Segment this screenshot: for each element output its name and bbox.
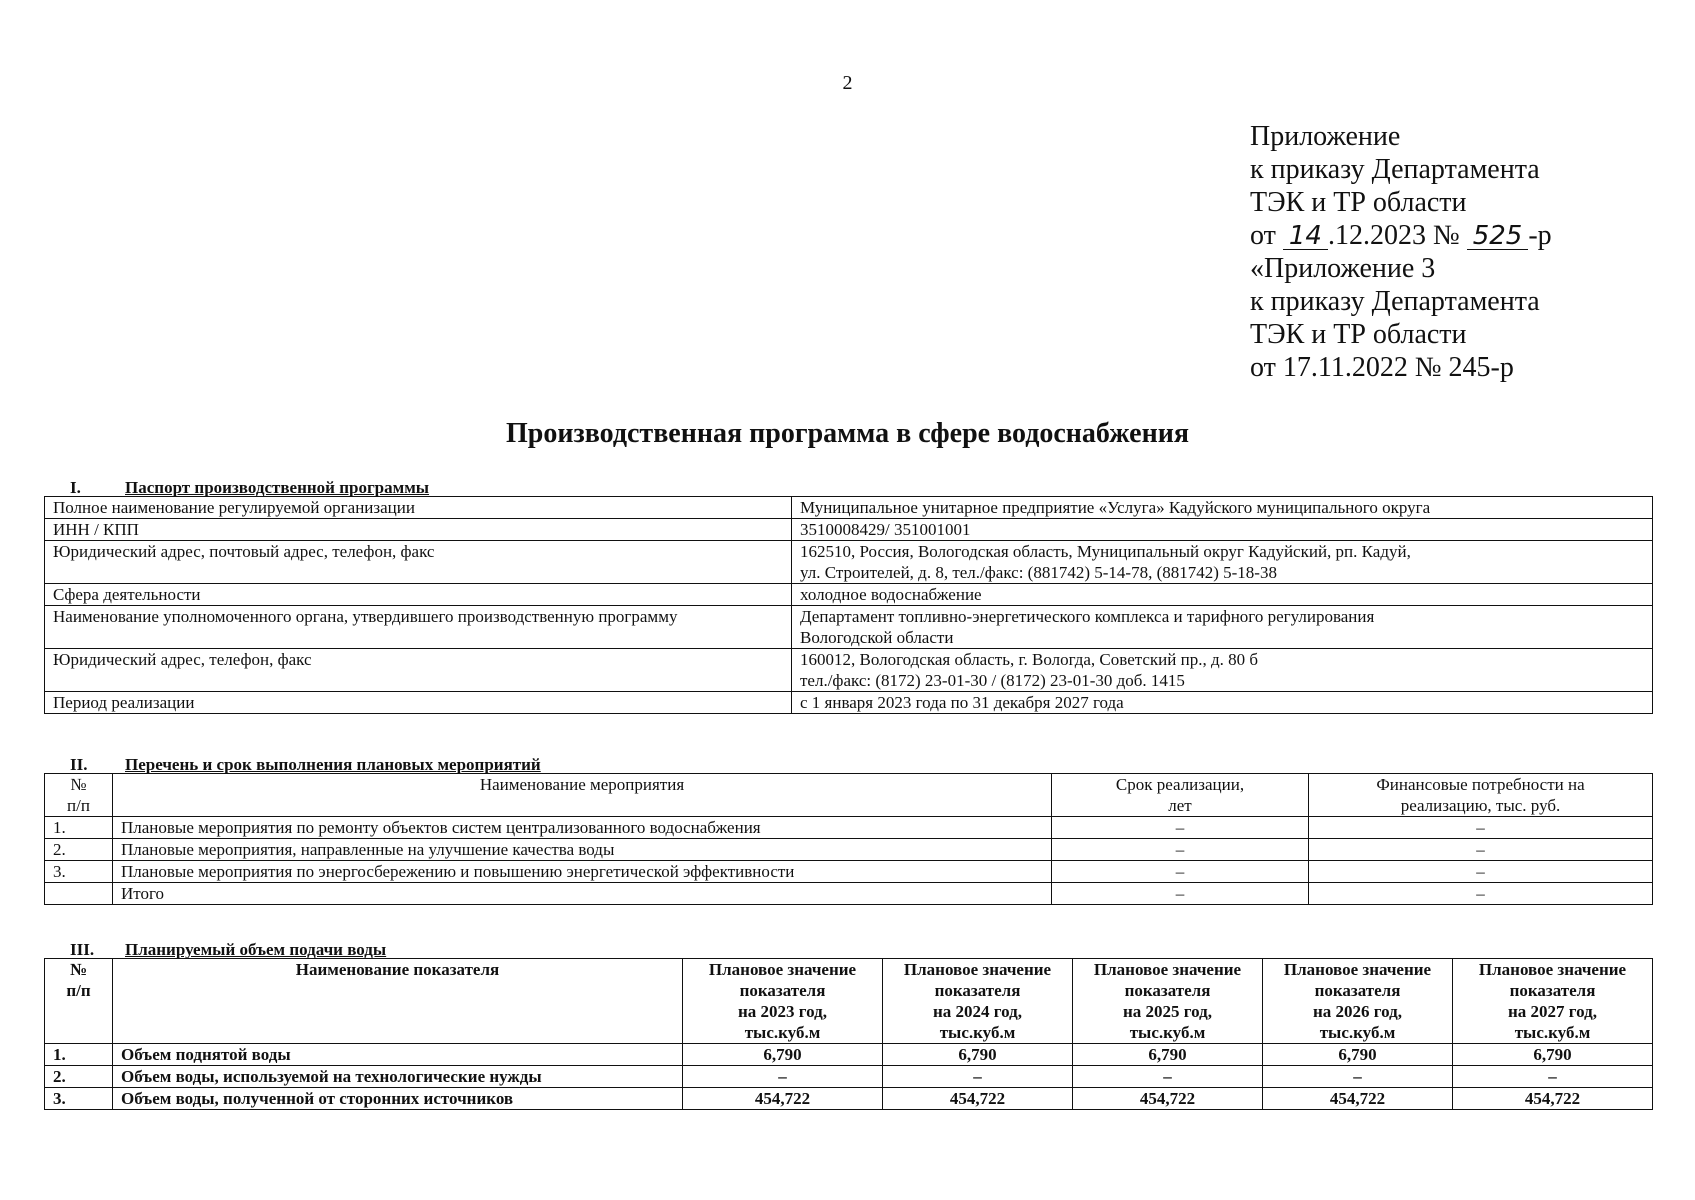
row-value: 6,790 <box>1073 1044 1263 1066</box>
header-term <box>1052 774 1309 817</box>
row-name: Плановые мероприятия по энергосбережению и повышению энергетической эффективности <box>113 861 1052 883</box>
row-finance: – <box>1309 817 1653 839</box>
header-num <box>45 774 113 817</box>
table-row <box>45 861 1653 883</box>
appendix-line: ТЭК и ТР области <box>1250 319 1467 350</box>
handwritten-number: 525 <box>1467 223 1529 250</box>
table-row <box>45 519 1653 541</box>
row-num: 3. <box>45 861 113 883</box>
row-term: – <box>1052 861 1309 883</box>
row-name: Объем воды, полученной от сторонних источников <box>113 1088 683 1110</box>
table-row <box>45 1066 1653 1088</box>
passport-value <box>792 606 1653 649</box>
row-term: – <box>1052 839 1309 861</box>
page-number: 2 <box>842 72 853 94</box>
header-num <box>45 959 113 1044</box>
row-value: 454,722 <box>1073 1088 1263 1110</box>
passport-value: с 1 января 2023 года по 31 декабря 2027 года <box>792 692 1653 714</box>
section-1-title <box>70 478 429 498</box>
section-2-title <box>70 755 541 775</box>
header-name: Наименование показателя <box>113 959 683 1044</box>
measures-table <box>44 773 1653 905</box>
passport-value: холодное водоснабжение <box>792 584 1653 606</box>
handwritten-day: 14 <box>1283 223 1328 250</box>
passport-label: Период реализации <box>45 692 792 714</box>
header-year-2024: Плановое значение показателя на 2024 год, тыс.куб.м <box>883 959 1073 1044</box>
row-name: Плановые мероприятия, направленные на улучшение качества воды <box>113 839 1052 861</box>
water-supply-table <box>44 958 1653 1110</box>
table-row <box>45 692 1653 714</box>
row-num: 1. <box>45 1044 113 1066</box>
passport-label: Юридический адрес, телефон, факс <box>45 649 792 692</box>
row-num <box>45 883 113 905</box>
row-num: 2. <box>45 1066 113 1088</box>
header-line: п/п <box>66 981 91 1000</box>
table-row <box>45 817 1653 839</box>
section-number: I. <box>70 478 81 497</box>
appendix-line: Приложение <box>1250 121 1401 152</box>
row-value: – <box>1263 1066 1453 1088</box>
section-heading: Паспорт производственной программы <box>125 478 430 497</box>
row-value: 454,722 <box>683 1088 883 1110</box>
row-value: – <box>1073 1066 1263 1088</box>
passport-label: Наименование уполномоченного органа, утвердившего производственную программу <box>45 606 792 649</box>
value-line: Вологодской области <box>800 628 954 647</box>
order-date: .12.2023 № <box>1327 220 1460 251</box>
row-name: Объем поднятой воды <box>113 1044 683 1066</box>
header-year-2023: Плановое значение показателя на 2023 год, тыс.куб.м <box>683 959 883 1044</box>
table-row <box>45 541 1653 584</box>
passport-label: ИНН / КПП <box>45 519 792 541</box>
appendix-line: «Приложение 3 <box>1250 253 1436 284</box>
header-line: Срок реализации, <box>1115 775 1245 794</box>
table-row <box>45 584 1653 606</box>
table-row <box>45 497 1653 519</box>
row-value: 454,722 <box>1263 1088 1453 1110</box>
appendix-block <box>1250 120 1552 384</box>
section-heading: Планируемый объем подачи воды <box>125 940 387 959</box>
header-name: Наименование мероприятия <box>113 774 1052 817</box>
row-value: – <box>1453 1066 1653 1088</box>
header-year-2025: Плановое значение показателя на 2025 год, тыс.куб.м <box>1073 959 1263 1044</box>
row-value: – <box>883 1066 1073 1088</box>
passport-table <box>44 496 1653 714</box>
row-term: – <box>1052 883 1309 905</box>
row-name: Плановые мероприятия по ремонту объектов систем централизованного водоснабжения <box>113 817 1052 839</box>
row-value: 6,790 <box>883 1044 1073 1066</box>
passport-label: Сфера деятельности <box>45 584 792 606</box>
header-year-2027: Плановое значение показателя на 2027 год, тыс.куб.м <box>1453 959 1653 1044</box>
order-suffix: -р <box>1528 220 1552 251</box>
row-value: – <box>683 1066 883 1088</box>
row-finance: – <box>1309 883 1653 905</box>
row-name: Объем воды, используемой на технологические нужды <box>113 1066 683 1088</box>
row-value: 454,722 <box>883 1088 1073 1110</box>
header-line: п/п <box>67 796 90 815</box>
table-row <box>45 1044 1653 1066</box>
passport-label: Юридический адрес, почтовый адрес, телефон, факс <box>45 541 792 584</box>
passport-value <box>792 649 1653 692</box>
header-line: лет <box>1168 796 1192 815</box>
row-value: 6,790 <box>1263 1044 1453 1066</box>
table-total-row <box>45 883 1653 905</box>
row-finance: – <box>1309 861 1653 883</box>
table-header-row <box>45 774 1653 817</box>
header-line: реализацию, тыс. руб. <box>1400 796 1561 815</box>
order-prefix: от <box>1250 220 1276 251</box>
value-line: Департамент топливно-энергетического комплекса и тарифного регулирования <box>800 607 1375 626</box>
section-3-title <box>70 940 386 960</box>
row-num: 1. <box>45 817 113 839</box>
appendix-line: ТЭК и ТР области <box>1250 187 1467 218</box>
table-row <box>45 1088 1653 1110</box>
header-finance <box>1309 774 1653 817</box>
row-value: 6,790 <box>1453 1044 1653 1066</box>
appendix-line: от 17.11.2022 № 245-р <box>1250 352 1514 383</box>
appendix-order-line <box>1250 219 1552 252</box>
document-title: Производственная программа в сфере водоснабжения <box>505 418 1190 449</box>
header-line: Финансовые потребности на <box>1376 775 1585 794</box>
row-num: 3. <box>45 1088 113 1110</box>
appendix-line: к приказу Департамента <box>1250 154 1540 185</box>
value-line: 160012, Вологодская область, г. Вологда, Советский пр., д. 80 б <box>800 650 1259 669</box>
value-line: ул. Строителей, д. 8, тел./факс: (881742) 5-14-78, (881742) 5-18-38 <box>800 563 1277 582</box>
header-line: № <box>70 775 87 794</box>
row-name: Итого <box>113 883 1052 905</box>
section-number: II. <box>70 755 88 774</box>
section-heading: Перечень и срок выполнения плановых мероприятий <box>125 755 541 774</box>
value-line: 162510, Россия, Вологодская область, Муниципальный округ Кадуйский, рп. Кадуй, <box>800 542 1411 561</box>
header-line: № <box>69 960 88 979</box>
table-header-row <box>45 959 1653 1044</box>
passport-value: 3510008429/ 351001001 <box>792 519 1653 541</box>
header-year-2026: Плановое значение показателя на 2026 год, тыс.куб.м <box>1263 959 1453 1044</box>
row-finance: – <box>1309 839 1653 861</box>
table-row <box>45 839 1653 861</box>
row-num: 2. <box>45 839 113 861</box>
table-row <box>45 649 1653 692</box>
section-number: III. <box>70 940 95 959</box>
row-term: – <box>1052 817 1309 839</box>
passport-label: Полное наименование регулируемой организации <box>45 497 792 519</box>
passport-value: Муниципальное унитарное предприятие «Услуга» Кадуйского муниципального округа <box>792 497 1653 519</box>
row-value: 454,722 <box>1453 1088 1653 1110</box>
appendix-line: к приказу Департамента <box>1250 286 1540 317</box>
passport-value <box>792 541 1653 584</box>
value-line: тел./факс: (8172) 23-01-30 / (8172) 23-01-30 доб. 1415 <box>800 671 1185 690</box>
row-value: 6,790 <box>683 1044 883 1066</box>
table-row <box>45 606 1653 649</box>
